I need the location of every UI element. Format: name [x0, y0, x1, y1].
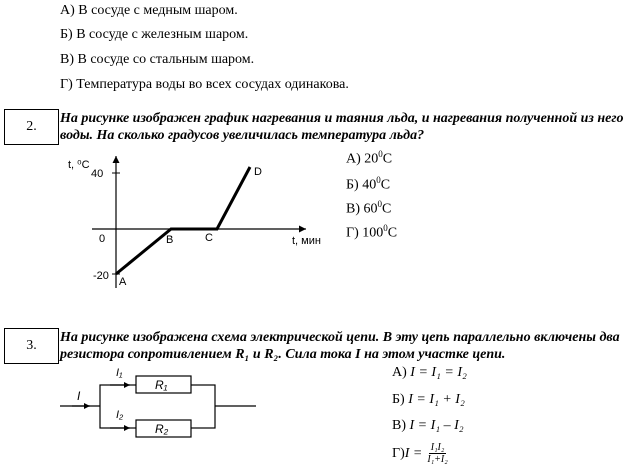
graph-heating-line: [116, 167, 250, 274]
q3-option-c: В) I = I₁ – I₂: [392, 418, 464, 433]
q2-question-text: На рисунке изображен график нагревания и таяния льда, и нагревания полученной из него воды. На сколько градусов увеличилась температура льда?: [60, 111, 624, 143]
current-i2-label: I₂: [116, 409, 124, 421]
q2-number-box: [4, 109, 59, 145]
q2-number: 2.: [26, 119, 37, 134]
q2-temperature-graph: [60, 148, 350, 298]
fraction-numerator: I₁I₂: [430, 442, 445, 453]
fraction: [425, 442, 449, 465]
q3-number: 3.: [26, 338, 37, 353]
graph-point-d: D: [254, 166, 262, 178]
graph-tick-minus20: -20: [93, 270, 109, 282]
graph-point-b: B: [166, 234, 174, 246]
q2-option-b: Б) $40^0С$: [346, 175, 391, 193]
graph-point-c: C: [205, 232, 213, 244]
graph-y-axis-label: t, ⁰C: [68, 159, 90, 171]
resistor-r1-label: R₁: [155, 378, 168, 392]
q2-option-d: Г) $100^0С$: [346, 223, 398, 241]
q2-option-a: А) $20^0С$: [346, 149, 393, 167]
current-i1-label: I₁: [116, 367, 123, 379]
q3-option-b: Б) I = I₁ + I₂: [392, 392, 465, 407]
q2-option-c: В) $60^0С$: [346, 199, 392, 217]
q3-option-d: Г) I = $\frac{\text{I₁I₂}}{\text{I₁+I₂}}$: [392, 442, 448, 465]
graph-tick-40: 40: [91, 168, 104, 180]
q3-number-box: [4, 328, 59, 364]
graph-x-axis-label: t, мин: [292, 235, 321, 247]
graph-point-a: A: [119, 276, 127, 288]
q3-question-text: На рисунке изображена схема электрической цепи. В эту цепь параллельно включены два резистора сопротивлением R₁ и R₂. Сила тока I на этом участке цепи.: [60, 330, 620, 362]
q3-circuit-diagram: [60, 362, 270, 444]
current-i-label: I: [77, 389, 81, 403]
q1-option-b: Б) В сосуде с железным шаром.: [60, 27, 249, 42]
q3-option-a: А) I = I₁ = I₂: [392, 365, 467, 380]
resistor-r2-label: R₂: [155, 422, 169, 436]
q1-option-c: В) В сосуде со стальным шаром.: [60, 52, 255, 67]
q1-option-a: А) В сосуде с медным шаром.: [60, 3, 238, 18]
fraction-denominator: I₁+I₂: [427, 454, 448, 465]
q1-option-d: Г) Температура воды во всех сосудах одинакова.: [60, 77, 349, 92]
graph-origin-label: 0: [99, 233, 106, 245]
